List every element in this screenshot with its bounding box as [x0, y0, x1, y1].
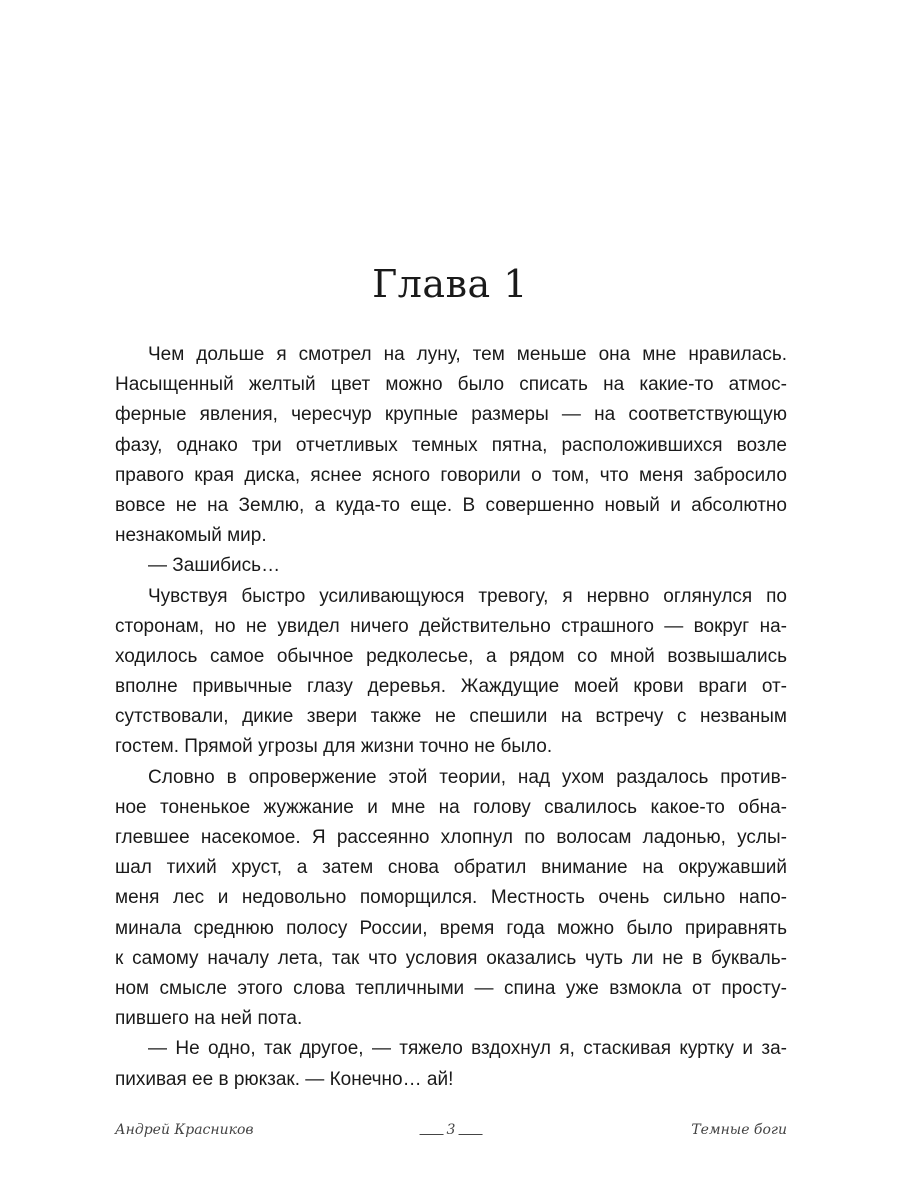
text-line: сторонам, но не увидел ничего действительно страшного — вокруг на- — [115, 615, 787, 637]
paragraph — [115, 582, 787, 763]
text-line: ном смысле этого слова тепличными — спина уже взмокла от просту- — [115, 977, 787, 999]
text-line: правого края диска, яснее ясного говорили о том, что меня забросило — [115, 464, 787, 486]
page-number-group — [420, 1122, 483, 1138]
text-line: шал тихий хруст, а затем снова обратил внимание на окружавший — [115, 857, 787, 879]
text-line: ное тоненькое жужжание и мне на голову свалилось какое-то обна- — [115, 796, 787, 818]
paragraph — [115, 1034, 787, 1094]
text-line: минала среднюю полосу России, время года можно было приравнять — [115, 917, 787, 939]
text-line: вовсе не на Землю, а куда-то еще. В совершенно новый и абсолютно — [115, 494, 787, 516]
text-line: ходилось самое обычное редколесье, а рядом со мной возвышались — [115, 645, 787, 667]
text-line: глевшее насекомое. Я рассеянно хлопнул по волосам ладонью, услы- — [115, 827, 787, 848]
paragraph — [115, 763, 787, 1035]
text-line: ферные явления, чересчур крупные размеры — на соответствующую — [115, 404, 787, 426]
text-line: пившего на ней пота. — [115, 1008, 303, 1030]
paragraph — [115, 551, 787, 581]
text-line: Чувствуя быстро усиливающуюся тревогу, я нервно оглянулся по — [148, 585, 787, 607]
chapter-title: Глава 1 — [372, 262, 528, 306]
text-line: Чем дольше я смотрел на луну, тем меньше она мне нравилась. — [148, 344, 787, 365]
footer-book-title: Темные боги — [691, 1122, 787, 1138]
footer-author: Андрей Красников — [115, 1122, 254, 1138]
text-line: — Зашибись… — [148, 555, 281, 577]
text-line: к самому началу лета, так что условия оказались чуть ли не в букваль- — [115, 947, 787, 969]
page-number: 3 — [446, 1122, 456, 1138]
text-line: сутствовали, дикие звери также не спешили на встречу с незваным — [115, 706, 787, 728]
text-line: Насыщенный желтый цвет можно было списать на какие-то атмос- — [115, 374, 787, 396]
page-number-rule-right — [458, 1134, 482, 1135]
text-line: фазу, однако три отчетливых темных пятна, расположившихся возле — [115, 434, 787, 456]
text-line: пихивая ее в рюкзак. — Конечно… ай! — [115, 1068, 454, 1090]
page-footer — [115, 1122, 787, 1146]
text-line: Словно в опровержение этой теории, над ухом раздалось против- — [148, 766, 787, 788]
text-line: — Не одно, так другое, — тяжело вздохнул я, стаскивая куртку и за- — [148, 1038, 787, 1060]
text-line: вполне привычные глазу деревья. Жаждущие моей крови враги от- — [115, 676, 787, 698]
text-line: меня лес и недовольно поморщился. Местность очень сильно напо- — [115, 887, 787, 909]
paragraph — [115, 340, 787, 551]
text-line: гостем. Прямой угрозы для жизни точно не было. — [115, 736, 553, 758]
text-line: незнакомый мир. — [115, 525, 267, 547]
body-text — [115, 340, 787, 1095]
page-number-rule-left — [420, 1134, 444, 1135]
